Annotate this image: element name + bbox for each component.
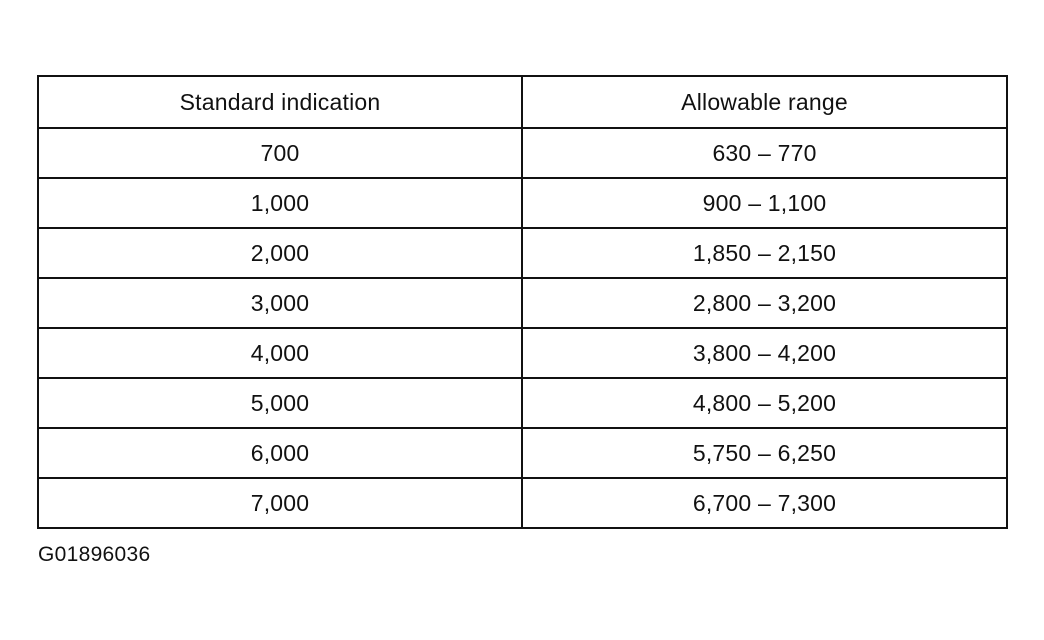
table-header-row — [38, 76, 1007, 128]
standard-indication-cell: 4,000 — [38, 328, 522, 378]
table-row — [38, 328, 1007, 378]
table-row — [38, 128, 1007, 178]
table-row — [38, 428, 1007, 478]
tachometer-spec-table — [37, 75, 1008, 529]
standard-indication-cell: 1,000 — [38, 178, 522, 228]
header-allowable-range: Allowable range — [522, 76, 1007, 128]
standard-indication-cell: 700 — [38, 128, 522, 178]
allowable-range-cell: 3,800 – 4,200 — [522, 328, 1007, 378]
table-row — [38, 478, 1007, 528]
allowable-range-cell: 6,700 – 7,300 — [522, 478, 1007, 528]
table-row — [38, 178, 1007, 228]
table-row — [38, 278, 1007, 328]
standard-indication-cell: 5,000 — [38, 378, 522, 428]
allowable-range-cell: 630 – 770 — [522, 128, 1007, 178]
header-standard-indication: Standard indication — [38, 76, 522, 128]
allowable-range-cell: 900 – 1,100 — [522, 178, 1007, 228]
allowable-range-cell: 5,750 – 6,250 — [522, 428, 1007, 478]
standard-indication-cell: 6,000 — [38, 428, 522, 478]
table-row — [38, 228, 1007, 278]
allowable-range-cell: 4,800 – 5,200 — [522, 378, 1007, 428]
figure-id-label: G01896036 — [38, 543, 151, 566]
allowable-range-cell: 1,850 – 2,150 — [522, 228, 1007, 278]
table-row — [38, 378, 1007, 428]
standard-indication-cell: 2,000 — [38, 228, 522, 278]
standard-indication-cell: 3,000 — [38, 278, 522, 328]
standard-indication-cell: 7,000 — [38, 478, 522, 528]
allowable-range-cell: 2,800 – 3,200 — [522, 278, 1007, 328]
